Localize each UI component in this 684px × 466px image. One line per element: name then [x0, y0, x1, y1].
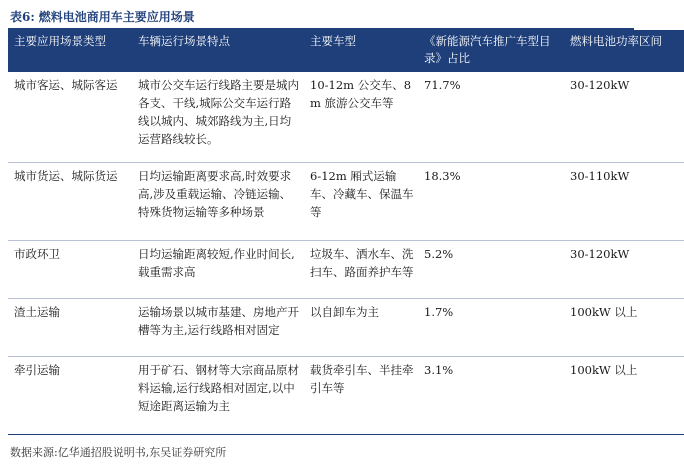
- cell-models: 6-12m 厢式运输车、冷藏车、保温车等: [304, 162, 418, 240]
- cell-share: 5.2%: [418, 240, 564, 298]
- header-power: 燃料电池功率区间: [564, 30, 684, 72]
- table-row: [8, 298, 684, 356]
- header-scene: 主要应用场景类型: [8, 30, 132, 72]
- cell-models: 10-12m 公交车、8m 旅游公交车等: [304, 72, 418, 162]
- cell-features: 用于矿石、钢材等大宗商品原材料运输,运行线路相对固定,以中短途距离运输为主: [132, 356, 304, 434]
- cell-models: 以自卸车为主: [304, 298, 418, 356]
- cell-features: 日均运输距离较短,作业时间长,载重需求高: [132, 240, 304, 298]
- table-number: 表6:: [10, 10, 35, 24]
- cell-power: 100kW 以上: [564, 356, 684, 434]
- table-caption: 燃料电池商用车主要应用场景: [38, 10, 195, 24]
- cell-models: 载货牵引车、半挂牵引车等: [304, 356, 418, 434]
- table-row: [8, 240, 684, 298]
- cell-share: 18.3%: [418, 162, 564, 240]
- header-share: 《新能源汽车推广车型目录》占比: [418, 30, 564, 72]
- cell-power: 30-120kW: [564, 240, 684, 298]
- table-row: [8, 356, 684, 434]
- cell-power: 100kW 以上: [564, 298, 684, 356]
- header-models: 主要车型: [304, 30, 418, 72]
- cell-models: 垃圾车、洒水车、洗扫车、路面养护车等: [304, 240, 418, 298]
- cell-features: 运输场景以城市基建、房地产开槽等为主,运行线路相对固定: [132, 298, 304, 356]
- cell-share: 3.1%: [418, 356, 564, 434]
- cell-features: 日均运输距离要求高,时效要求高,涉及重载运输、冷链运输、特殊货物运输等多种场景: [132, 162, 304, 240]
- cell-power: 30-120kW: [564, 72, 684, 162]
- table-row: [8, 162, 684, 240]
- cell-scene: 渣土运输: [8, 298, 132, 356]
- table-header: [8, 30, 684, 72]
- data-source-note: 数据来源:亿华通招股说明书,东吴证券研究所: [10, 445, 227, 459]
- cell-scene: 牵引运输: [8, 356, 132, 434]
- application-scenarios-table: [8, 30, 684, 435]
- header-features: 车辆运行场景特点: [132, 30, 304, 72]
- cell-share: 1.7%: [418, 298, 564, 356]
- cell-share: 71.7%: [418, 72, 564, 162]
- document-page: [8, 6, 662, 461]
- header-row: [8, 30, 684, 72]
- table-row: [8, 72, 684, 162]
- table-title: [8, 6, 634, 28]
- cell-features: 城市公交车运行线路主要是城内各支、干线,城际公交车运行路线以城内、城郊路线为主,日均运营路线较长。: [132, 72, 304, 162]
- cell-scene: 城市货运、城际货运: [8, 162, 132, 240]
- table-body: [8, 72, 684, 434]
- cell-scene: 城市客运、城际客运: [8, 72, 132, 162]
- cell-power: 30-110kW: [564, 162, 684, 240]
- cell-scene: 市政环卫: [8, 240, 132, 298]
